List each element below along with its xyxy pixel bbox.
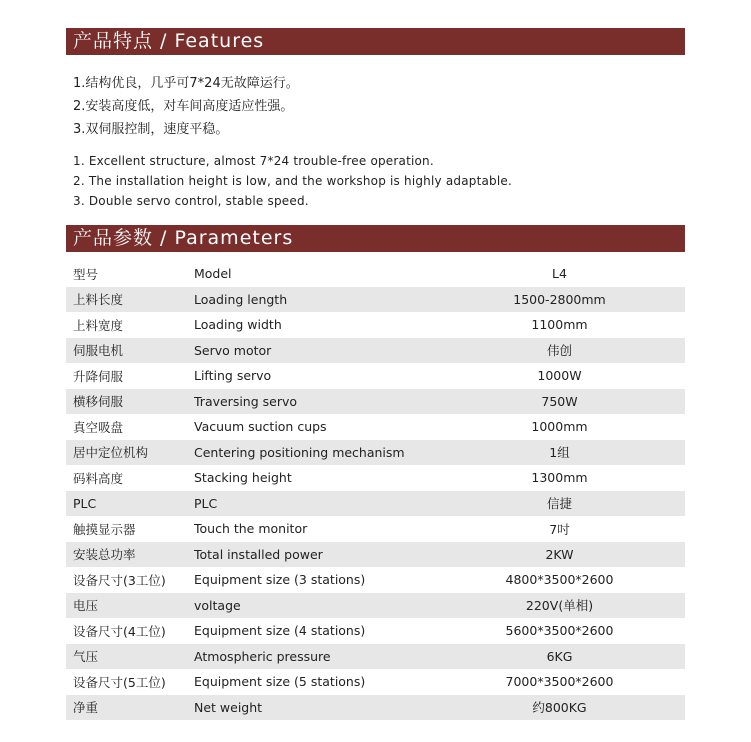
- param-name-cn: 设备尺寸(3工位): [73, 572, 166, 588]
- param-name-cn: 真空吸盘: [73, 419, 124, 435]
- param-value: L4: [552, 266, 567, 282]
- features-list-chinese: [73, 72, 299, 141]
- features-heading: 产品特点 / Features: [73, 30, 265, 52]
- table-row: [66, 567, 685, 593]
- table-row: [66, 695, 685, 721]
- param-name-cn: 净重: [66, 695, 194, 721]
- param-name-en: Lifting servo: [194, 368, 272, 384]
- param-name-cn: 电压: [66, 593, 194, 619]
- table-row: [66, 593, 685, 619]
- param-value: 5600*3500*2600: [505, 623, 614, 639]
- param-name-en: Atmospheric pressure: [194, 644, 434, 670]
- param-value: 伟创: [434, 338, 685, 364]
- param-name-en: Equipment size (5 stations): [194, 674, 366, 690]
- param-name-cn: 触摸显示器: [73, 521, 136, 537]
- param-name-en: Touch the monitor: [194, 521, 308, 537]
- table-row: [66, 516, 685, 542]
- param-name-cn: 上料长度: [66, 287, 194, 313]
- param-name-cn: 升降伺服: [73, 368, 124, 384]
- param-name-cn: 气压: [66, 644, 194, 670]
- param-value: 7000*3500*2600: [505, 674, 614, 690]
- param-name-en: Centering positioning mechanism: [194, 440, 434, 466]
- param-value: 1000W: [537, 368, 582, 384]
- param-name-en: PLC: [194, 491, 434, 517]
- param-value: 信捷: [434, 491, 685, 517]
- param-name-en: Equipment size (4 stations): [194, 623, 366, 639]
- param-value: 220V(单相): [434, 593, 685, 619]
- table-row: [66, 644, 685, 670]
- table-row: [66, 414, 685, 440]
- param-value: 2KW: [434, 542, 685, 568]
- param-value: 1000mm: [531, 419, 588, 435]
- table-row: [66, 542, 685, 568]
- feature-en-item: 1. Excellent structure, almost 7*24 trouble-free operation.: [73, 154, 434, 168]
- param-name-en: Model: [194, 266, 232, 282]
- param-name-cn: 设备尺寸(5工位): [73, 674, 166, 690]
- table-row: [66, 389, 685, 415]
- feature-en-item: 2. The installation height is low, and the workshop is highly adaptable.: [73, 174, 512, 188]
- param-name-cn: 横移伺服: [66, 389, 194, 415]
- param-name-en: Total installed power: [194, 542, 434, 568]
- param-value: 1100mm: [531, 317, 588, 333]
- feature-cn-item: 2.安装高度低，对车间高度适应性强。: [73, 99, 294, 114]
- features-heading-banner: [66, 28, 685, 55]
- param-name-cn: 型号: [73, 266, 99, 282]
- param-name-cn: 居中定位机构: [66, 440, 194, 466]
- feature-en-item: 3. Double servo control, stable speed.: [73, 194, 309, 208]
- param-name-en: Stacking height: [194, 470, 292, 486]
- table-row: [66, 465, 685, 491]
- param-name-en: Net weight: [194, 695, 434, 721]
- param-name-cn: 上料宽度: [73, 317, 124, 333]
- feature-cn-item: 1.结构优良，几乎可7*24无故障运行。: [73, 76, 299, 91]
- param-name-en: Servo motor: [194, 338, 434, 364]
- table-row: [66, 287, 685, 313]
- feature-cn-item: 3.双伺服控制，速度平稳。: [73, 122, 229, 137]
- table-row: [66, 261, 685, 287]
- param-name-en: voltage: [194, 593, 434, 619]
- param-value: 1500-2800mm: [434, 287, 685, 313]
- parameters-heading: 产品参数 / Parameters: [73, 227, 294, 249]
- param-value: 6KG: [434, 644, 685, 670]
- param-name-en: Loading width: [194, 317, 282, 333]
- param-value: 约800KG: [434, 695, 685, 721]
- table-row: [66, 338, 685, 364]
- param-name-en: Traversing servo: [194, 389, 434, 415]
- param-name-en: Equipment size (3 stations): [194, 572, 366, 588]
- features-list-english: [73, 151, 512, 211]
- param-value: 1300mm: [531, 470, 588, 486]
- table-row: [66, 363, 685, 389]
- table-row: [66, 618, 685, 644]
- table-row: [66, 312, 685, 338]
- param-value: 4800*3500*2600: [505, 572, 614, 588]
- table-row: [66, 491, 685, 517]
- param-value: 750W: [434, 389, 685, 415]
- parameters-heading-banner: [66, 225, 685, 252]
- param-name-cn: 码料高度: [73, 470, 124, 486]
- table-row: [66, 669, 685, 695]
- param-value: 7吋: [549, 521, 570, 537]
- param-value: 1组: [434, 440, 685, 466]
- table-row: [66, 440, 685, 466]
- parameters-table: [66, 261, 685, 720]
- param-name-cn: 设备尺寸(4工位): [73, 623, 166, 639]
- param-name-cn: 安装总功率: [66, 542, 194, 568]
- param-name-en: Loading length: [194, 287, 434, 313]
- param-name-en: Vacuum suction cups: [194, 419, 327, 435]
- param-name-cn: 伺服电机: [66, 338, 194, 364]
- param-name-cn: PLC: [66, 491, 194, 517]
